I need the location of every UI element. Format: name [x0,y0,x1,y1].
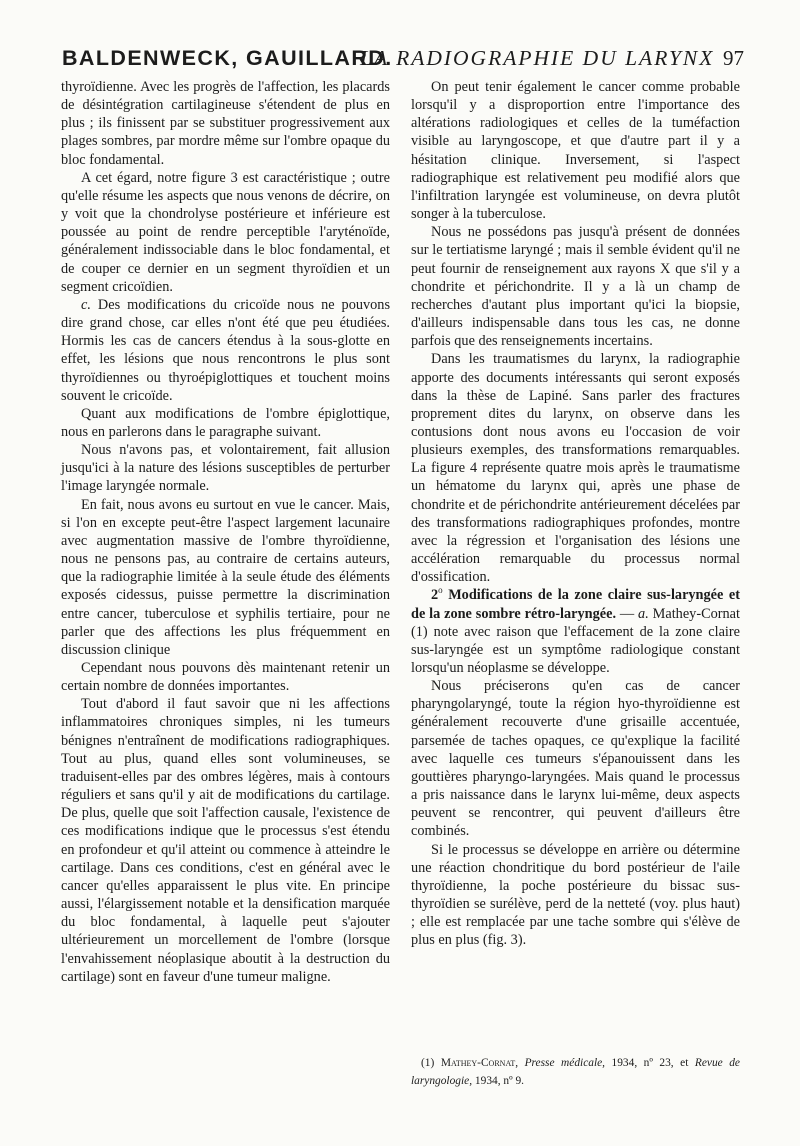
footnote [411,1054,740,1090]
footnote-journal: Revue de laryngologie, [411,1057,740,1087]
footnote-author: Mathey-Cornat, [440,1057,519,1069]
footnote-text [411,1054,740,1090]
section-number-degree: o [438,585,443,596]
paragraph: Quant aux modifications de l'ombre épiglottique, nous en parlerons dans le paragraphe suivant. [61,405,390,440]
section-number: 2 [431,587,439,604]
heading-dash: — [616,605,639,622]
section-heading: Modifications de la zone claire sus-laryngée et de la zone sombre rétro-laryngée. [411,587,740,622]
footnote-ref: 1934, nº 9. [474,1075,525,1087]
paragraph: Nous ne possédons pas jusqu'à présent de données sur le tertiatisme laryngé ; mais il semble évident qu'il ne peut fournir de renseignement aux rayons X que s'il y a chondrite et périchondrite. Il y a là un champ de recherches d'autant plus important qu'ici la biopsie, d'ailleurs indispensable dans tous les cas, ne donne parfois que des renseignements incertains. [411,224,740,350]
paragraph [61,296,390,405]
paragraph: A cet égard, notre figure 3 est caractéristique ; outre qu'elle résume les aspects que nous venons de décrire, on y voit que la chondrolyse postérieure et inférieure est poussée au point de rendre perceptible l'aryténoïde, généralement indissociable dans le bloc fondamental, et de couper ce dernier en un segment thyroïdien et un segment cricoïdien. [61,169,390,295]
paragraph: Dans les traumatismes du larynx, la radiographie apporte des documents intéressants qui seront exposés dans la thèse de Lapiné. Sans parler des fractures proprement dites du larynx, on observe dans les contusions dont nous avons eu l'occasion de voir plusieurs exemples, des transformations remarquables. La figure 4 représente quatre mois après le traumatisme un hématome du larynx qui, après une phase de chondrite et de périchondrite antérieurement décelées par des transformations radiographiques profondes, montre avec la régression et l'organisation des lésions une accélération remarquable du processus normal d'ossification. [411,351,740,586]
left-column [61,78,390,986]
right-column [411,78,740,950]
footnote-journal: Presse médicale, [524,1057,606,1069]
paragraph-text: Des modifications du cricoïde nous ne pouvons dire grand chose, car elles n'ont été que peu étudiées. Hormis les cas de cancers étendus à la sous-glotte en effet, les lésions que nous rencontrons le plus sont thyroïdiennes ou thyroépiglottiques et touchent moins souvent le cricoïde. [61,296,391,404]
section-letter: c. [81,296,91,313]
paragraph: Cependant nous pouvons dès maintenant retenir un certain nombre de données importantes. [61,660,390,695]
paragraph: thyroïdienne. Avec les progrès de l'affection, les placards de désintégration cartilagineuse s'étendent de plus en plus ; ils finissent par se substituer progressivement aux plages sombres, par mordre même sur l'ombre opaque du bloc fondamental. [61,79,390,168]
header-title: LA RADIOGRAPHIE DU LARYNX [360,46,715,70]
section-letter: a. [638,605,649,622]
paragraph: Nous préciserons qu'en cas de cancer pharyngolaryngé, toute la région hyo-thyroïdienne est généralement recouverte d'une grisaille accentuée, parsemée de taches opaques, ce qu'explique la facilité avec laquelle ces tumeurs s'épanouissent dans les gouttières pharyngo-laryngées. Mais quand le processus a pris naissance dans le larynx lui-même, deux aspects peuvent se rencontrer, qui peuvent d'ailleurs être combinés. [411,678,740,840]
paragraph: Si le processus se développe en arrière ou détermine une réaction chondritique du bord postérieur de l'aile thyroïdienne, la poche postérieure du bissac sus-thyroïdien se surélève, perd de la netteté (voy. plus haut) ; elle est remplacée par une tache sombre qui s'élève de plus en plus (fig. 3). [411,841,740,949]
paragraph: On peut tenir également le cancer comme probable lorsqu'il y a disproportion entre l'importance des altérations radiologiques et celles de la tuméfaction visible au laryngoscope, et que d'autre part il y a hésitation clinique. Inversement, si l'aspect radiographique est relativement peu modifié alors que l'infiltration laryngée est volumineuse, on devra plutôt songer à la tuberculose. [411,79,740,223]
page-number: 97 [723,46,744,70]
paragraph: Nous n'avons pas, et volontairement, fait allusion jusqu'ici à la nature des lésions susceptibles de perturber l'image laryngée normale. [61,442,390,495]
running-header [62,40,744,76]
paragraph: Tout d'abord il faut savoir que ni les affections inflammatoires chroniques simples, ni les tumeurs bénignes n'entraînent de modifications radiographiques. Tout au plus, quand elles sont volumineuses, se traduisent-elles par des ombres légères, mais à contours réguliers et sans qu'il y ait de modifications du cartilage. De plus, quelle que soit l'affection causale, l'existence de ces modifications indique que le processus s'est étendu en profondeur et qu'il atteint ou commence à atteindre le cartilage. Dans ces conditions, c'est en général avec le cancer qu'elles apparaissent le plus vite. En principe aussi, l'élargissement notable et la densification marquée du bloc fondamental, à laquelle peut s'ajouter ultérieurement un morcellement de l'ombre (lorsque l'envahissement néoplasique aboutit à la destruction du cartilage) sont en faveur d'une tumeur maligne. [61,696,390,985]
paragraph: En fait, nous avons eu surtout en vue le cancer. Mais, si l'on en excepte peut-être l'aspect largement lacunaire avec augmentation massive de l'ombre thyroïdienne, nous ne pensons pas, au contraire de certains auteurs, que la radiographie limitée à la seule étude des éléments exposés cidessus, puisse permettre la discrimination entre cancer, tuberculose et syphilis tertiaire, pour ne parler que des affections les plus fréquemment en discussion clinique [61,496,390,658]
footnote-mark: (1) [421,1057,435,1069]
paragraph-text: Mathey-Cornat (1) note avec raison que l'effacement de la zone claire sus-laryngée est un symptôme radiologique constant lorsqu'un néoplasme se développe. [411,605,740,676]
footnote-ref: 1934, nº 23, et [611,1057,689,1069]
header-authors: BALDENWECK, GAUILLARD. [62,46,393,70]
section-heading-paragraph [411,586,740,677]
